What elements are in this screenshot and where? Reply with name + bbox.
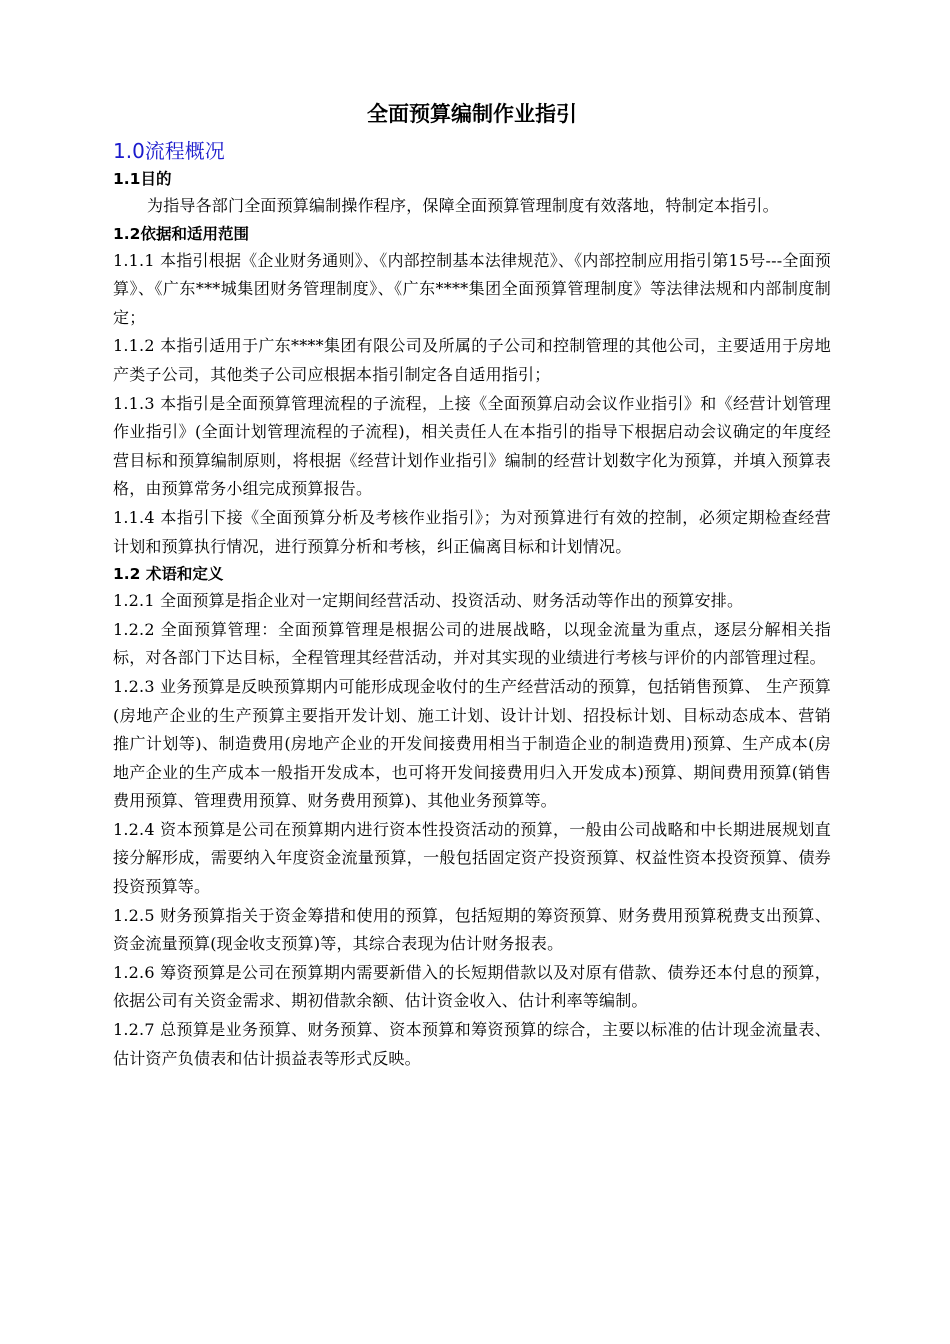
term-item: 1.2.4 资本预算是公司在预算期内进行资本性投资活动的预算，一般由公司战略和中长期进展规划直接分解形成，需要纳入年度资金流量预算，一般包括固定资产投资预算、权益性资本投资预算、债券投资预算等。 bbox=[113, 819, 831, 897]
subsection-heading-purpose: 1.1目的 bbox=[113, 170, 172, 188]
document-title: 全面预算编制作业指引 bbox=[367, 102, 577, 126]
term-item: 1.2.2 全面预算管理：全面预算管理是根据公司的进展战略，以现金流量为重点，逐层分解相关指标，对各部门下达目标，全程管理其经营活动，并对其实现的业绩进行考核与评价的内部管理过程。 bbox=[113, 619, 831, 668]
term-item: 1.2.1 全面预算是指企业对一定期间经营活动、投资活动、财务活动等作出的预算安排。 bbox=[113, 591, 744, 611]
scope-item: 1.1.1 本指引根据《企业财务通则》、《内部控制基本法律规范》、《内部控制应用指引第15号---全面预算》、《广东***城集团财务管理制度》、《广东****集团全面预算管理制度》等法律法规和内部制度制定； bbox=[113, 250, 831, 327]
purpose-paragraph: 为指导各部门全面预算编制操作程序，保障全面预算管理制度有效落地，特制定本指引。 bbox=[147, 196, 779, 215]
term-item: 1.2.7 总预算是业务预算、财务预算、资本预算和筹资预算的综合，主要以标准的估计现金流量表、估计资产负债表和估计损益表等形式反映。 bbox=[113, 1020, 831, 1068]
term-item: 1.2.3 业务预算是反映预算期内可能形成现金收付的生产经营活动的预算，包括销售预算、 生产预算(房地产企业的生产预算主要指开发计划、施工计划、设计计划、招投标计划、目标动态成本、营销推广计划等)、制造费用(房地产企业的开发间接费用相当于制造企业的制造费用)预算、生产成本(房地产企业的生产成本一般指开发成本，也可将开发间接费用归入开发成本)预算、期间费用预算(销售费用预算、管理费用预算、财务费用预算)、其他业务预算等。 bbox=[113, 676, 831, 811]
subsection-heading-scope: 1.2依据和适用范围 bbox=[113, 224, 249, 243]
scope-item: 1.1.3 本指引是全面预算管理流程的子流程，上接《全面预算启动会议作业指引》和《经营计划管理作业指引》(全面计划管理流程的子流程)，相关责任人在本指引的指导下根据启动会议确定的年度经营目标和预算编制原则，将根据《经营计划作业指引》编制的经营计划数字化为预算，并填入预算表格，由预算常务小组完成预算报告。 bbox=[113, 393, 831, 499]
scope-item: 1.1.4 本指引下接《全面预算分析及考核作业指引》；为对预算进行有效的控制，必须定期检查经营计划和预算执行情况，进行预算分析和考核，纠正偏离目标和计划情况。 bbox=[113, 507, 831, 556]
scope-item: 1.1.2 本指引适用于广东****集团有限公司及所属的子公司和控制管理的其他公司，主要适用于房地产类子公司，其他类子公司应根据本指引制定各自适用指引； bbox=[113, 336, 831, 384]
subsection-heading-terms: 1.2 术语和定义 bbox=[113, 565, 224, 584]
document-page bbox=[113, 92, 831, 1073]
section-heading-1-0: 1.0流程概况 bbox=[113, 139, 225, 163]
term-item: 1.2.5 财务预算指关于资金筹措和使用的预算，包括短期的筹资预算、财务费用预算税费支出预算、资金流量预算(现金收支预算)等，其综合表现为估计财务报表。 bbox=[113, 905, 831, 954]
term-item: 1.2.6 筹资预算是公司在预算期内需要新借入的长短期借款以及对原有借款、债券还本付息的预算，依据公司有关资金需求、期初借款余额、估计资金收入、估计利率等编制。 bbox=[113, 962, 831, 1011]
